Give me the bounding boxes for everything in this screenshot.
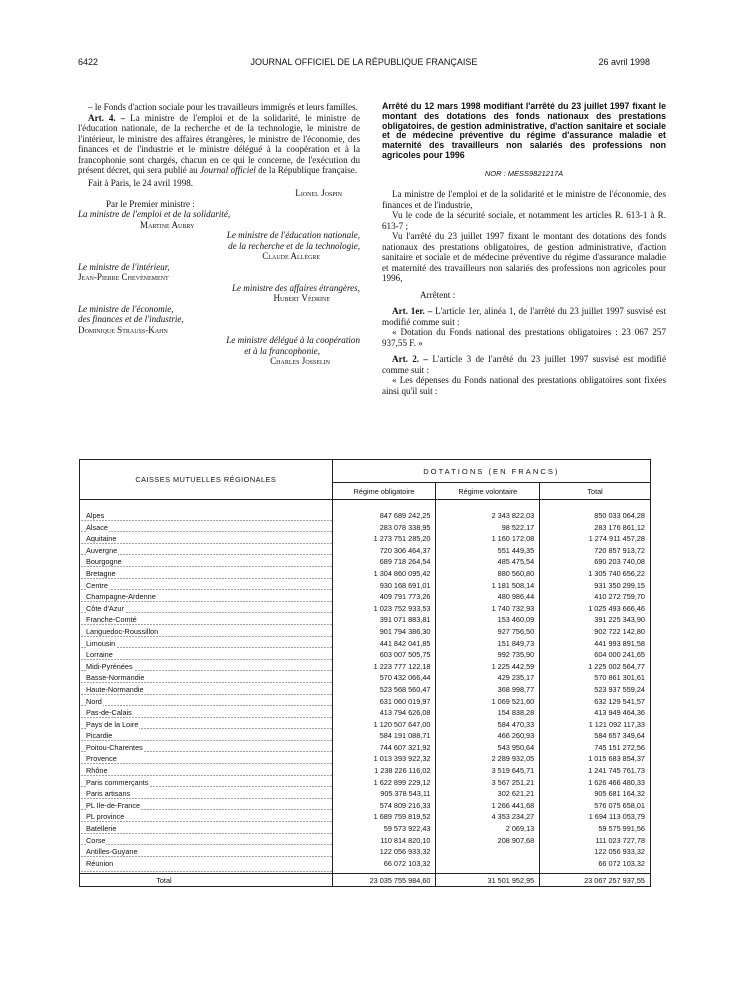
region-label: PL Ile-de-France [86, 800, 141, 810]
table-row [80, 614, 651, 626]
total-cell: 850 033 064,28 [540, 500, 651, 522]
region-label: Bretagne [86, 568, 116, 578]
vol-cell: 584 470,33 [436, 719, 540, 731]
article-4-end: de la République française. [255, 165, 358, 175]
vol-cell: 429 235,17 [436, 672, 540, 684]
table-row [80, 649, 651, 661]
oblig-cell: 570 432 066,44 [332, 672, 436, 684]
total-cell: 584 657 349,64 [540, 730, 651, 742]
total-cell: 1 305 740 656,22 [540, 568, 651, 580]
vol-cell: 992 735,90 [436, 649, 540, 661]
oblig-cell: 1 304 860 095,42 [332, 568, 436, 580]
oblig-cell: 1 238 226 116,02 [332, 765, 436, 777]
signature-pm: Lionel Jospin [295, 188, 342, 198]
region-cell [80, 556, 333, 568]
table-row [80, 556, 651, 568]
minister-4-name: Hubert Védrine [273, 293, 330, 303]
total-row [80, 874, 651, 887]
region-label: Champagne-Ardenne [86, 592, 156, 602]
region-label: Rhône [86, 766, 108, 776]
oblig-cell: 574 809 216,33 [332, 800, 436, 812]
vol-cell: 368 998,77 [436, 684, 540, 696]
total-cell: 1 025 493 666,46 [540, 603, 651, 615]
region-label: Provence [86, 754, 117, 764]
total-cell: 1 241 745 761,73 [540, 765, 651, 777]
table-row [80, 811, 651, 823]
region-label: Lorraine [86, 650, 113, 660]
oblig-cell: 847 689 242,25 [332, 500, 436, 522]
total-cell: 111 023 727,78 [540, 835, 651, 847]
total-cell: 122 056 933,32 [540, 846, 651, 858]
table-row [80, 626, 651, 638]
region-label: Pas-de-Calais [86, 708, 132, 718]
minister-1-title: La ministre de l'emploi et de la solidarité, [78, 209, 231, 219]
total-cell: 1 626 466 480,33 [540, 777, 651, 789]
nor-reference: NOR : MESS9821217A [484, 168, 564, 178]
minister-6-name: Charles Josselin [270, 356, 330, 366]
total-cell: 905 681 164,32 [540, 788, 651, 800]
table-row [80, 846, 651, 858]
region-cell [80, 800, 333, 812]
article-1-text: L'article 1er, alinéa 1, de l'arrêté du 23 juillet 1997 susvisé est modifié comme suit : [382, 306, 666, 327]
oblig-cell: 1 273 751 285,20 [332, 533, 436, 545]
region-cell [80, 603, 333, 615]
oblig-cell: 523 568 560,47 [332, 684, 436, 696]
total-cell: 902 722 142,80 [540, 626, 651, 638]
oblig-cell: 744 607 321,92 [332, 742, 436, 754]
col-regime-volontaire: Régime volontaire [436, 483, 540, 500]
vol-cell: 3 519 645,71 [436, 765, 540, 777]
vol-cell: 927 756,50 [436, 626, 540, 638]
table-row [80, 777, 651, 789]
region-label: Franche-Comté [86, 615, 137, 625]
article-4 [78, 113, 360, 176]
vol-cell: 485 475,54 [436, 556, 540, 568]
oblig-cell: 413 794 626,08 [332, 707, 436, 719]
table-row [80, 788, 651, 800]
issue-date: 26 avril 1998 [598, 57, 650, 67]
total-cell: 523 937 559,24 [540, 684, 651, 696]
oblig-cell: 1 689 759 819,52 [332, 811, 436, 823]
vol-cell: 1 069 521,60 [436, 696, 540, 708]
region-cell [80, 626, 333, 638]
minister-5-name: Dominique Strauss-Kahn [78, 324, 168, 335]
vol-cell: 2 069,13 [436, 823, 540, 835]
region-label: Poitou-Charentes [86, 742, 143, 752]
oblig-cell: 66 072 103,32 [332, 858, 436, 874]
oblig-cell: 409 791 773,26 [332, 591, 436, 603]
region-cell [80, 661, 333, 673]
minister-5-title-2: des finances et de l'industrie, [78, 314, 184, 324]
left-column [78, 102, 360, 367]
minister-5-title-1: Le ministre de l'économie, [78, 303, 174, 314]
col-total: Total [540, 483, 651, 500]
region-cell [80, 638, 333, 650]
total-cell: 745 151 272,56 [540, 742, 651, 754]
region-label: Nord [86, 696, 102, 706]
arrete-title: Arrêté du 12 mars 1998 modifiant l'arrêté du 23 juillet 1997 fixant le montant des dotations des fonds nationaux des prestations obligatoires, de gestion administrative, d'action sanitaire et sociale et de médecine préventive du régime d'assurance maladie et maternité des travailleurs non salariés des professions non agricoles pour 1996 [382, 101, 666, 160]
col-regime-obligatoire: Régime obligatoire [332, 483, 436, 500]
vol-cell: 543 950,64 [436, 742, 540, 754]
total-label: Total [80, 874, 333, 887]
table-row [80, 545, 651, 557]
region-cell [80, 672, 333, 684]
region-cell [80, 522, 333, 534]
oblig-cell: 391 071 883,81 [332, 614, 436, 626]
oblig-cell: 603 007 505,75 [332, 649, 436, 661]
table-row [80, 591, 651, 603]
article-2-quote: « Les dépenses du Fonds national des prestations obligatoires sont fixées ainsi qu'il suit : [382, 375, 666, 396]
total-cell: 604 000 241,65 [540, 649, 651, 661]
minister-2-name: Claude Allègre [262, 251, 320, 261]
region-cell [80, 533, 333, 545]
total-cell: 1 694 113 053,79 [540, 811, 651, 823]
vol-cell: 153 460,09 [436, 614, 540, 626]
region-cell [80, 684, 333, 696]
vol-cell [436, 846, 540, 858]
vol-cell: 1 266 441,68 [436, 800, 540, 812]
preamble-ministers: La ministre de l'emploi et de la solidarité et le ministre de l'économie, des finances et de l'industrie, [382, 189, 666, 210]
vol-cell: 3 567 251,21 [436, 777, 540, 789]
right-column [382, 102, 666, 396]
total-cell: 690 203 740,08 [540, 556, 651, 568]
oblig-cell: 283 078 338,95 [332, 522, 436, 534]
vol-cell: 4 353 234,27 [436, 811, 540, 823]
article-1 [382, 306, 666, 327]
total-cell: 66 072 103,32 [540, 858, 651, 874]
minister-6-title-1: Le ministre délégué à la coopération [226, 335, 360, 345]
journal-officiel-ref: Journal officiel [199, 165, 256, 175]
page-number: 6422 [78, 57, 99, 67]
oblig-cell: 720 306 464,37 [332, 545, 436, 557]
arretent: Arrêtent : [420, 289, 456, 300]
total-cell: 720 857 913,72 [540, 545, 651, 557]
minister-1-name: Martine Aubry [140, 219, 195, 230]
total-cell: 576 075 658,01 [540, 800, 651, 812]
table-row [80, 730, 651, 742]
vol-cell: 480 986,44 [436, 591, 540, 603]
minister-3-name: Jean-Pierre Chevènement [78, 272, 169, 282]
caisses-header: CAISSES MUTUELLES RÉGIONALES [80, 460, 333, 500]
total-obligatoire: 23 035 755 984,60 [332, 874, 436, 887]
region-label: Midi-Pyrénées [86, 661, 133, 671]
oblig-cell: 110 814 820,10 [332, 835, 436, 847]
region-label: Antilles-Guyane [86, 847, 138, 857]
table-row [80, 580, 651, 592]
article-2-label: Art. 2. – [392, 354, 428, 365]
table-row [80, 661, 651, 673]
table-row [80, 765, 651, 777]
region-label: Centre [86, 580, 108, 590]
article-4-text: La ministre de l'emploi et de la solidarité, le ministre de l'éducation nationale, de la recherche et de la technologie, le ministre de l'intérieur, le ministre des affaires étrangères, le ministre de l'économie, des finances et de l'industrie et le ministre délégué à la coopération et à la francophonie sont chargés, chacun en ce qui le concerne, de l'exécution du présent décret, qui sera publié au [78, 112, 360, 175]
region-label: Picardie [86, 731, 113, 741]
region-label: Pays de la Loire [86, 719, 139, 729]
vol-cell: 551 449,35 [436, 545, 540, 557]
total-cell: 570 861 301,61 [540, 672, 651, 684]
table-row [80, 823, 651, 835]
oblig-cell: 901 794 386,30 [332, 626, 436, 638]
vol-cell: 466 260,93 [436, 730, 540, 742]
minister-2-title-2: de la recherche et de la technologie, [228, 240, 360, 251]
article-4-label: Art. 4. – [88, 112, 126, 123]
vol-cell: 1 740 732,93 [436, 603, 540, 615]
total-total: 23 067 257 937,55 [540, 874, 651, 887]
region-cell [80, 591, 333, 603]
vol-cell: 208 907,68 [436, 835, 540, 847]
table-row [80, 533, 651, 545]
region-cell [80, 696, 333, 708]
oblig-cell: 1 013 393 922,32 [332, 753, 436, 765]
region-cell [80, 835, 333, 847]
table-row [80, 522, 651, 534]
region-cell [80, 811, 333, 823]
fait-a-paris: Fait à Paris, le 24 avril 1998. [88, 177, 194, 188]
total-cell: 391 225 343,90 [540, 614, 651, 626]
minister-2-title-1: Le ministre de l'éducation nationale, [226, 230, 360, 240]
table-row [80, 500, 651, 522]
vol-cell: 1 225 442,59 [436, 661, 540, 673]
region-label: Batellerie [86, 824, 117, 834]
oblig-cell: 631 060 019,97 [332, 696, 436, 708]
region-label: Alpes [86, 511, 105, 520]
table-row [80, 707, 651, 719]
oblig-cell: 59 573 922,43 [332, 823, 436, 835]
region-label: Basse-Normandie [86, 673, 145, 683]
fas-item: – le Fonds d'action sociale pour les travailleurs immigrés et leurs familles. [88, 102, 358, 112]
vol-cell: 1 160 172,08 [436, 533, 540, 545]
region-label: Haute-Normandie [86, 684, 144, 694]
vol-cell [436, 858, 540, 874]
vol-cell: 98 522,17 [436, 522, 540, 534]
region-label: Auvergne [86, 545, 118, 555]
dotations-table [79, 459, 651, 887]
vol-cell: 2 289 932,05 [436, 753, 540, 765]
table-row [80, 568, 651, 580]
region-label: Paris commerçants [86, 777, 149, 787]
table-body [80, 500, 651, 874]
region-label: PL province [86, 812, 125, 822]
oblig-cell: 441 842 041,85 [332, 638, 436, 650]
region-label: Limousin [86, 638, 116, 648]
total-cell: 1 121 092 117,33 [540, 719, 651, 731]
region-cell [80, 823, 333, 835]
region-cell [80, 730, 333, 742]
table-row [80, 800, 651, 812]
total-cell: 1 015 683 854,37 [540, 753, 651, 765]
vol-cell: 302 621,21 [436, 788, 540, 800]
region-label: Alsace [86, 522, 108, 532]
journal-title: JOURNAL OFFICIEL DE LA RÉPUBLIQUE FRANÇAISE [250, 57, 478, 67]
total-volontaire: 31 501 952,95 [436, 874, 540, 887]
article-1-label: Art. 1er. – [392, 306, 433, 317]
region-label: Paris artisans [86, 789, 131, 799]
oblig-cell: 930 168 691,01 [332, 580, 436, 592]
table-row [80, 742, 651, 754]
oblig-cell: 584 191 088,71 [332, 730, 436, 742]
region-cell [80, 777, 333, 789]
article-2-text: L'article 3 de l'arrêté du 23 juillet 1997 susvisé est modifié comme suit : [382, 354, 666, 375]
oblig-cell: 1 622 899 229,12 [332, 777, 436, 789]
table-row [80, 835, 651, 847]
vol-cell: 154 838,28 [436, 707, 540, 719]
region-label: Réunion [86, 858, 114, 868]
oblig-cell: 1 023 752 933,53 [332, 603, 436, 615]
oblig-cell: 122 056 933,32 [332, 846, 436, 858]
region-cell [80, 614, 333, 626]
region-cell [80, 707, 333, 719]
total-cell: 410 272 759,70 [540, 591, 651, 603]
region-cell [80, 580, 333, 592]
region-cell [80, 545, 333, 557]
vol-cell: 1 181 508,14 [436, 580, 540, 592]
region-cell [80, 500, 333, 522]
region-cell [80, 788, 333, 800]
total-cell: 441 993 891,58 [540, 638, 651, 650]
region-cell [80, 719, 333, 731]
preamble-arrete: Vu l'arrêté du 23 juillet 1997 fixant le montant des dotations des fonds nationaux des prestations obligatoires, de gestion administrative, d'action sanitaire et sociale et de médecine préventive du régime d'assurance maladie et maternité des travailleurs non salariés des professions non agricoles pour 1996, [382, 231, 666, 284]
table-row [80, 858, 651, 874]
table-row [80, 696, 651, 708]
table-row [80, 684, 651, 696]
total-cell: 1 274 911 457,28 [540, 533, 651, 545]
preamble-code: Vu le code de la sécurité sociale, et notamment les articles R. 613-1 à R. 613-7 ; [382, 210, 666, 231]
total-cell: 1 225 002 564,77 [540, 661, 651, 673]
vol-cell: 2 343 822,03 [436, 500, 540, 522]
vol-cell: 151 849,73 [436, 638, 540, 650]
region-label: Corse [86, 835, 106, 845]
region-label: Côte d'Azur [86, 603, 124, 613]
table-row [80, 753, 651, 765]
region-cell [80, 765, 333, 777]
region-label: Bourgogne [86, 557, 122, 567]
region-cell [80, 846, 333, 858]
table-row [80, 719, 651, 731]
dotations-header: DOTATIONS (EN FRANCS) [332, 460, 650, 483]
table-row [80, 603, 651, 615]
region-cell [80, 753, 333, 765]
table-row [80, 638, 651, 650]
article-1-quote: « Dotation du Fonds national des prestations obligatoires : 23 067 257 937,55 F. » [382, 327, 666, 348]
total-cell: 59 575 991,56 [540, 823, 651, 835]
minister-4-title: Le ministre des affaires étrangères, [231, 282, 360, 293]
oblig-cell: 689 718 264,54 [332, 556, 436, 568]
table-row [80, 672, 651, 684]
total-cell: 931 350 299,15 [540, 580, 651, 592]
oblig-cell: 905 378 543,11 [332, 788, 436, 800]
region-cell [80, 858, 333, 874]
region-cell [80, 568, 333, 580]
par-le-premier-ministre: Par le Premier ministre : [106, 198, 195, 209]
region-label: Languedoc-Roussillon [86, 626, 159, 636]
vol-cell: 880 560,80 [436, 568, 540, 580]
region-cell [80, 742, 333, 754]
minister-3-title: Le ministre de l'intérieur, [78, 261, 170, 272]
region-label: Aquitaine [86, 534, 117, 544]
oblig-cell: 1 223 777 122,18 [332, 661, 436, 673]
region-cell [80, 649, 333, 661]
total-cell: 413 949 464,36 [540, 707, 651, 719]
article-2 [382, 354, 666, 375]
total-cell: 283 176 861,12 [540, 522, 651, 534]
total-cell: 632 129 541,57 [540, 696, 651, 708]
oblig-cell: 1 120 507 647,00 [332, 719, 436, 731]
minister-6-title-2: et à la francophonie, [244, 345, 320, 356]
